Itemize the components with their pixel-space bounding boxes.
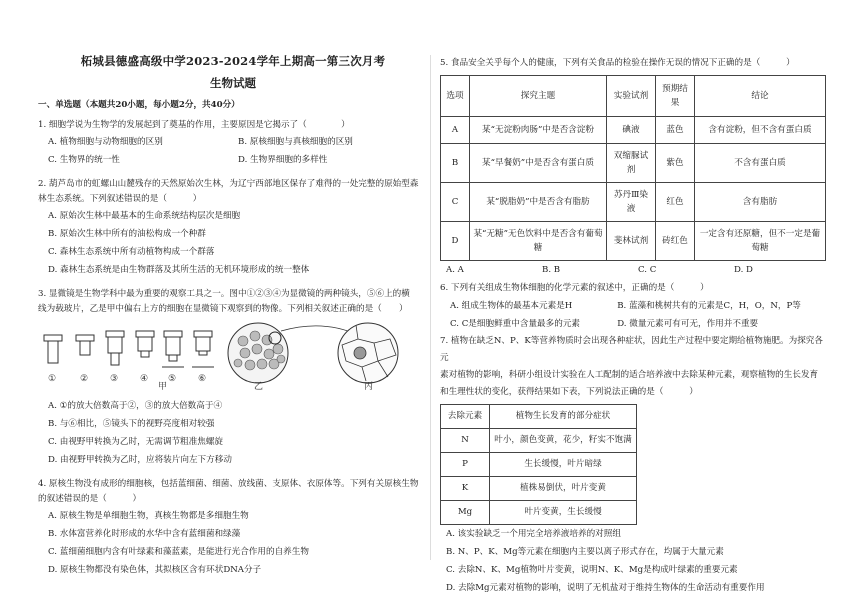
lens-label-2: ② <box>80 373 89 384</box>
table-row <box>441 183 826 222</box>
table-cell: P <box>441 453 490 477</box>
options-row <box>440 297 830 315</box>
question-3 <box>38 287 428 469</box>
option-b: B. 原核细胞与真核细胞的区别 <box>238 136 353 147</box>
table-row <box>441 144 826 183</box>
question-stem <box>38 287 428 317</box>
lens-2-icon <box>76 335 94 355</box>
lens-label-3: ③ <box>110 373 119 384</box>
table-cell: 某“无淀粉肉肠”中是否含淀粉 <box>470 117 607 144</box>
option-d: D. 森林生态系统是由生物群落及其所生活的无机环境形成的统一整体 <box>48 264 310 275</box>
figure-label-yi: 乙 <box>254 381 264 391</box>
table-cell: 含有淀粉，但不含有蛋白质 <box>695 117 826 144</box>
lens-6-icon <box>192 331 214 367</box>
table-row <box>441 453 637 477</box>
table-cell: Mg <box>441 501 490 525</box>
column-divider <box>430 55 431 560</box>
table-cell: A <box>441 117 470 144</box>
option-b: B. 蓝藻和桃树共有的元素是C，H，O，N，P等 <box>617 301 801 311</box>
option-b: B. 原始次生林中所有的油松构成一个种群 <box>48 228 206 239</box>
table-cell: 红色 <box>656 183 695 222</box>
stem-line: 的叙述错误的是（ ） <box>38 493 142 504</box>
table-header-row <box>441 405 637 429</box>
table-row <box>441 222 826 261</box>
lens-1-icon <box>44 335 62 363</box>
question-5 <box>440 56 830 279</box>
header-cell: 选项 <box>441 76 470 117</box>
option-c: C. 生物界的统一性 <box>48 154 120 165</box>
table-cell: N <box>441 429 490 453</box>
option-a: A. A <box>446 265 464 275</box>
table-cell: 斐林试剂 <box>607 222 656 261</box>
table-row <box>441 501 637 525</box>
question-stem: 6. 下列有关组成生物体细胞的化学元素的叙述中，正确的是（ ） <box>440 283 709 293</box>
option-a: A. 组成生物体的最基本元素是H <box>450 301 573 311</box>
stem-line: 素对植物的影响，科研小组设计实验在人工配制的适合培养液中去除某种元素，观察植物的生长发育 <box>440 370 819 380</box>
table-cell: K <box>441 477 490 501</box>
food-test-table <box>440 75 826 261</box>
question-2 <box>38 177 428 279</box>
option-d: D. 微量元素可有可无，作用并不重要 <box>617 319 759 329</box>
microscope-figure <box>38 321 428 391</box>
stem-line: 林生态系统。下列叙述错误的是（ ） <box>38 193 202 204</box>
header-cell: 实验试剂 <box>607 76 656 117</box>
stem-line: 7. 植物在缺乏N、P、K等营养物质时会出现各种症状，因此生产过程中要定期给植物施肥。为探究各元 <box>440 336 823 363</box>
table-cell: 植株易倒伏，叶片变黄 <box>490 477 637 501</box>
lens-4-icon <box>136 331 154 357</box>
lens-5-icon <box>162 331 184 367</box>
lens-label-6: ⑥ <box>198 373 207 384</box>
options-row <box>38 151 428 169</box>
lens-label-1: ① <box>48 373 57 384</box>
question-4 <box>38 477 428 579</box>
header-cell: 预期结果 <box>656 76 695 117</box>
table-cell: 某“早餐奶”中是否含有蛋白质 <box>470 144 607 183</box>
table-cell: 蓝色 <box>656 117 695 144</box>
table-cell: 不含有蛋白质 <box>695 144 826 183</box>
microscope-diagram <box>38 321 428 391</box>
table-cell: 一定含有还原糖，但不一定是葡萄糖 <box>695 222 826 261</box>
table-cell: 紫色 <box>656 144 695 183</box>
option-a: A. 该实验缺乏一个用完全培养液培养的对照组 <box>446 529 621 539</box>
table-cell: 砖红色 <box>656 222 695 261</box>
option-a: A. 原始次生林中最基本的生命系统结构层次是细胞 <box>48 210 241 221</box>
left-column <box>38 0 428 579</box>
option-c: C. 森林生态系统中所有动植物构成一个群落 <box>48 246 215 257</box>
table-cell: C <box>441 183 470 222</box>
question-stem: 1. 细胞学说为生物学的发展起到了奠基的作用，主要原因是它揭示了（ ） <box>38 119 350 130</box>
table-cell: 含有脂肪 <box>695 183 826 222</box>
table-cell: 某“脱脂奶”中是否含有脂肪 <box>470 183 607 222</box>
table-row <box>441 429 637 453</box>
options-row <box>38 133 428 151</box>
table-cell: 碘液 <box>607 117 656 144</box>
option-d: D. 去除Mg元素对植物的影响，说明了无机盐对于维持生物体的生命活动有重要作用 <box>446 583 765 593</box>
nutrient-table <box>440 404 637 525</box>
stem-line: 线为载玻片，乙是甲中偏右上方的细胞在显微镜下观察到的物像。下列相关叙述正确的是（ ） <box>38 303 408 314</box>
option-d: D. 原核生物都没有染色体，其拟核区含有环状DNA分子 <box>48 564 262 575</box>
option-b: B. N、P、K、Mg等元素在细胞内主要以离子形式存在，均属于大量元素 <box>446 547 724 557</box>
option-d: D. D <box>734 265 753 275</box>
option-c: C. 蓝细菌细胞内含有叶绿素和藻蓝素，是能进行光合作用的自养生物 <box>48 546 309 557</box>
field-of-view-bing <box>338 323 398 383</box>
table-cell: 苏丹Ⅲ染液 <box>607 183 656 222</box>
option-c: C. C是细胞鲜重中含量最多的元素 <box>450 319 581 329</box>
table-cell: D <box>441 222 470 261</box>
right-column <box>440 0 830 597</box>
option-d: D. 生物界细胞的多样性 <box>238 154 328 165</box>
table-cell: 双缩脲试剂 <box>607 144 656 183</box>
option-a: A. 原核生物是单细胞生物，真核生物都是多细胞生物 <box>48 510 249 521</box>
exam-title: 柘城县德盛高级中学2023-2024学年上期高一第三次月考 <box>80 54 386 68</box>
lens-label-5: ⑤ <box>168 373 177 384</box>
table-cell: 叶小，颜色变黄，花少，籽实不饱满 <box>490 429 637 453</box>
stem-line: 2. 葫芦岛市的虹螺山山麓残存的天然原始次生林，为辽宁西部地区保存了难得的一处完整的原始型森 <box>38 178 419 189</box>
figure-label-bing: 丙 <box>364 381 374 391</box>
option-b: B. B <box>542 265 561 275</box>
option-c: C. 由视野甲转换为乙时，无需调节粗准焦螺旋 <box>48 436 224 447</box>
table-cell: 某“无糖”无色饮料中是否含有葡萄糖 <box>470 222 607 261</box>
table-row <box>441 117 826 144</box>
question-stem <box>38 477 428 507</box>
option-c: C. C <box>638 265 657 275</box>
header-cell: 去除元素 <box>441 405 490 429</box>
question-stem <box>440 333 830 401</box>
table-cell: 叶片变黄，生长缓慢 <box>490 501 637 525</box>
lens-3-icon <box>106 331 124 365</box>
section-heading: 一、单选题（本题共20小题，每小题2分，共40分） <box>38 100 240 110</box>
table-header-row <box>441 76 826 117</box>
table-cell: 生长缓慢，叶片暗绿 <box>490 453 637 477</box>
stem-line: 4. 原核生物没有成形的细胞核，包括蓝细菌、细菌、放线菌、支原体、衣原体等。下列有关原核生物 <box>38 478 419 489</box>
header-cell: 结论 <box>695 76 826 117</box>
lens-label-4: ④ <box>140 373 149 384</box>
figure-label-jia: 甲 <box>158 381 168 391</box>
question-stem: 5. 食品安全关乎每个人的健康，下列有关食品的检验在操作无误的情况下正确的是（ ） <box>440 58 795 68</box>
table-row <box>441 477 637 501</box>
option-b: B. 与⑥相比，⑤镜头下的视野亮度相对较强 <box>48 418 215 429</box>
exam-subtitle: 生物试题 <box>210 75 256 90</box>
header-cell: 植物生长发育的部分症状 <box>490 405 637 429</box>
question-stem <box>38 177 428 207</box>
option-d: D. 由视野甲转换为乙时，应将装片向左下方移动 <box>48 454 232 465</box>
option-c: C. 去除N、K、Mg植物叶片变黄，说明N、K、Mg是构成叶绿素的重要元素 <box>446 565 738 575</box>
field-of-view-yi <box>228 323 288 383</box>
option-b: B. 水体富营养化时形成的水华中含有蓝细菌和绿藻 <box>48 528 241 539</box>
options-row <box>440 261 830 279</box>
header-cell: 探究主题 <box>470 76 607 117</box>
options-row <box>440 315 830 333</box>
option-a: A. 植物细胞与动物细胞的区别 <box>48 136 163 147</box>
stem-line: 和生理性状的变化，获得结果如下表，下列说法正确的是（ ） <box>440 387 698 397</box>
stem-line: 3. 显微镜是生物学科中最为重要的观察工具之一。图中①②③④为显微镜的两种镜头，⑤⑥上的横 <box>38 288 410 299</box>
question-1 <box>38 118 428 169</box>
question-7 <box>440 333 830 597</box>
option-a: A. ①的放大倍数高于②，③的放大倍数高于④ <box>48 400 223 411</box>
table-cell: B <box>441 144 470 183</box>
question-6 <box>440 279 830 333</box>
